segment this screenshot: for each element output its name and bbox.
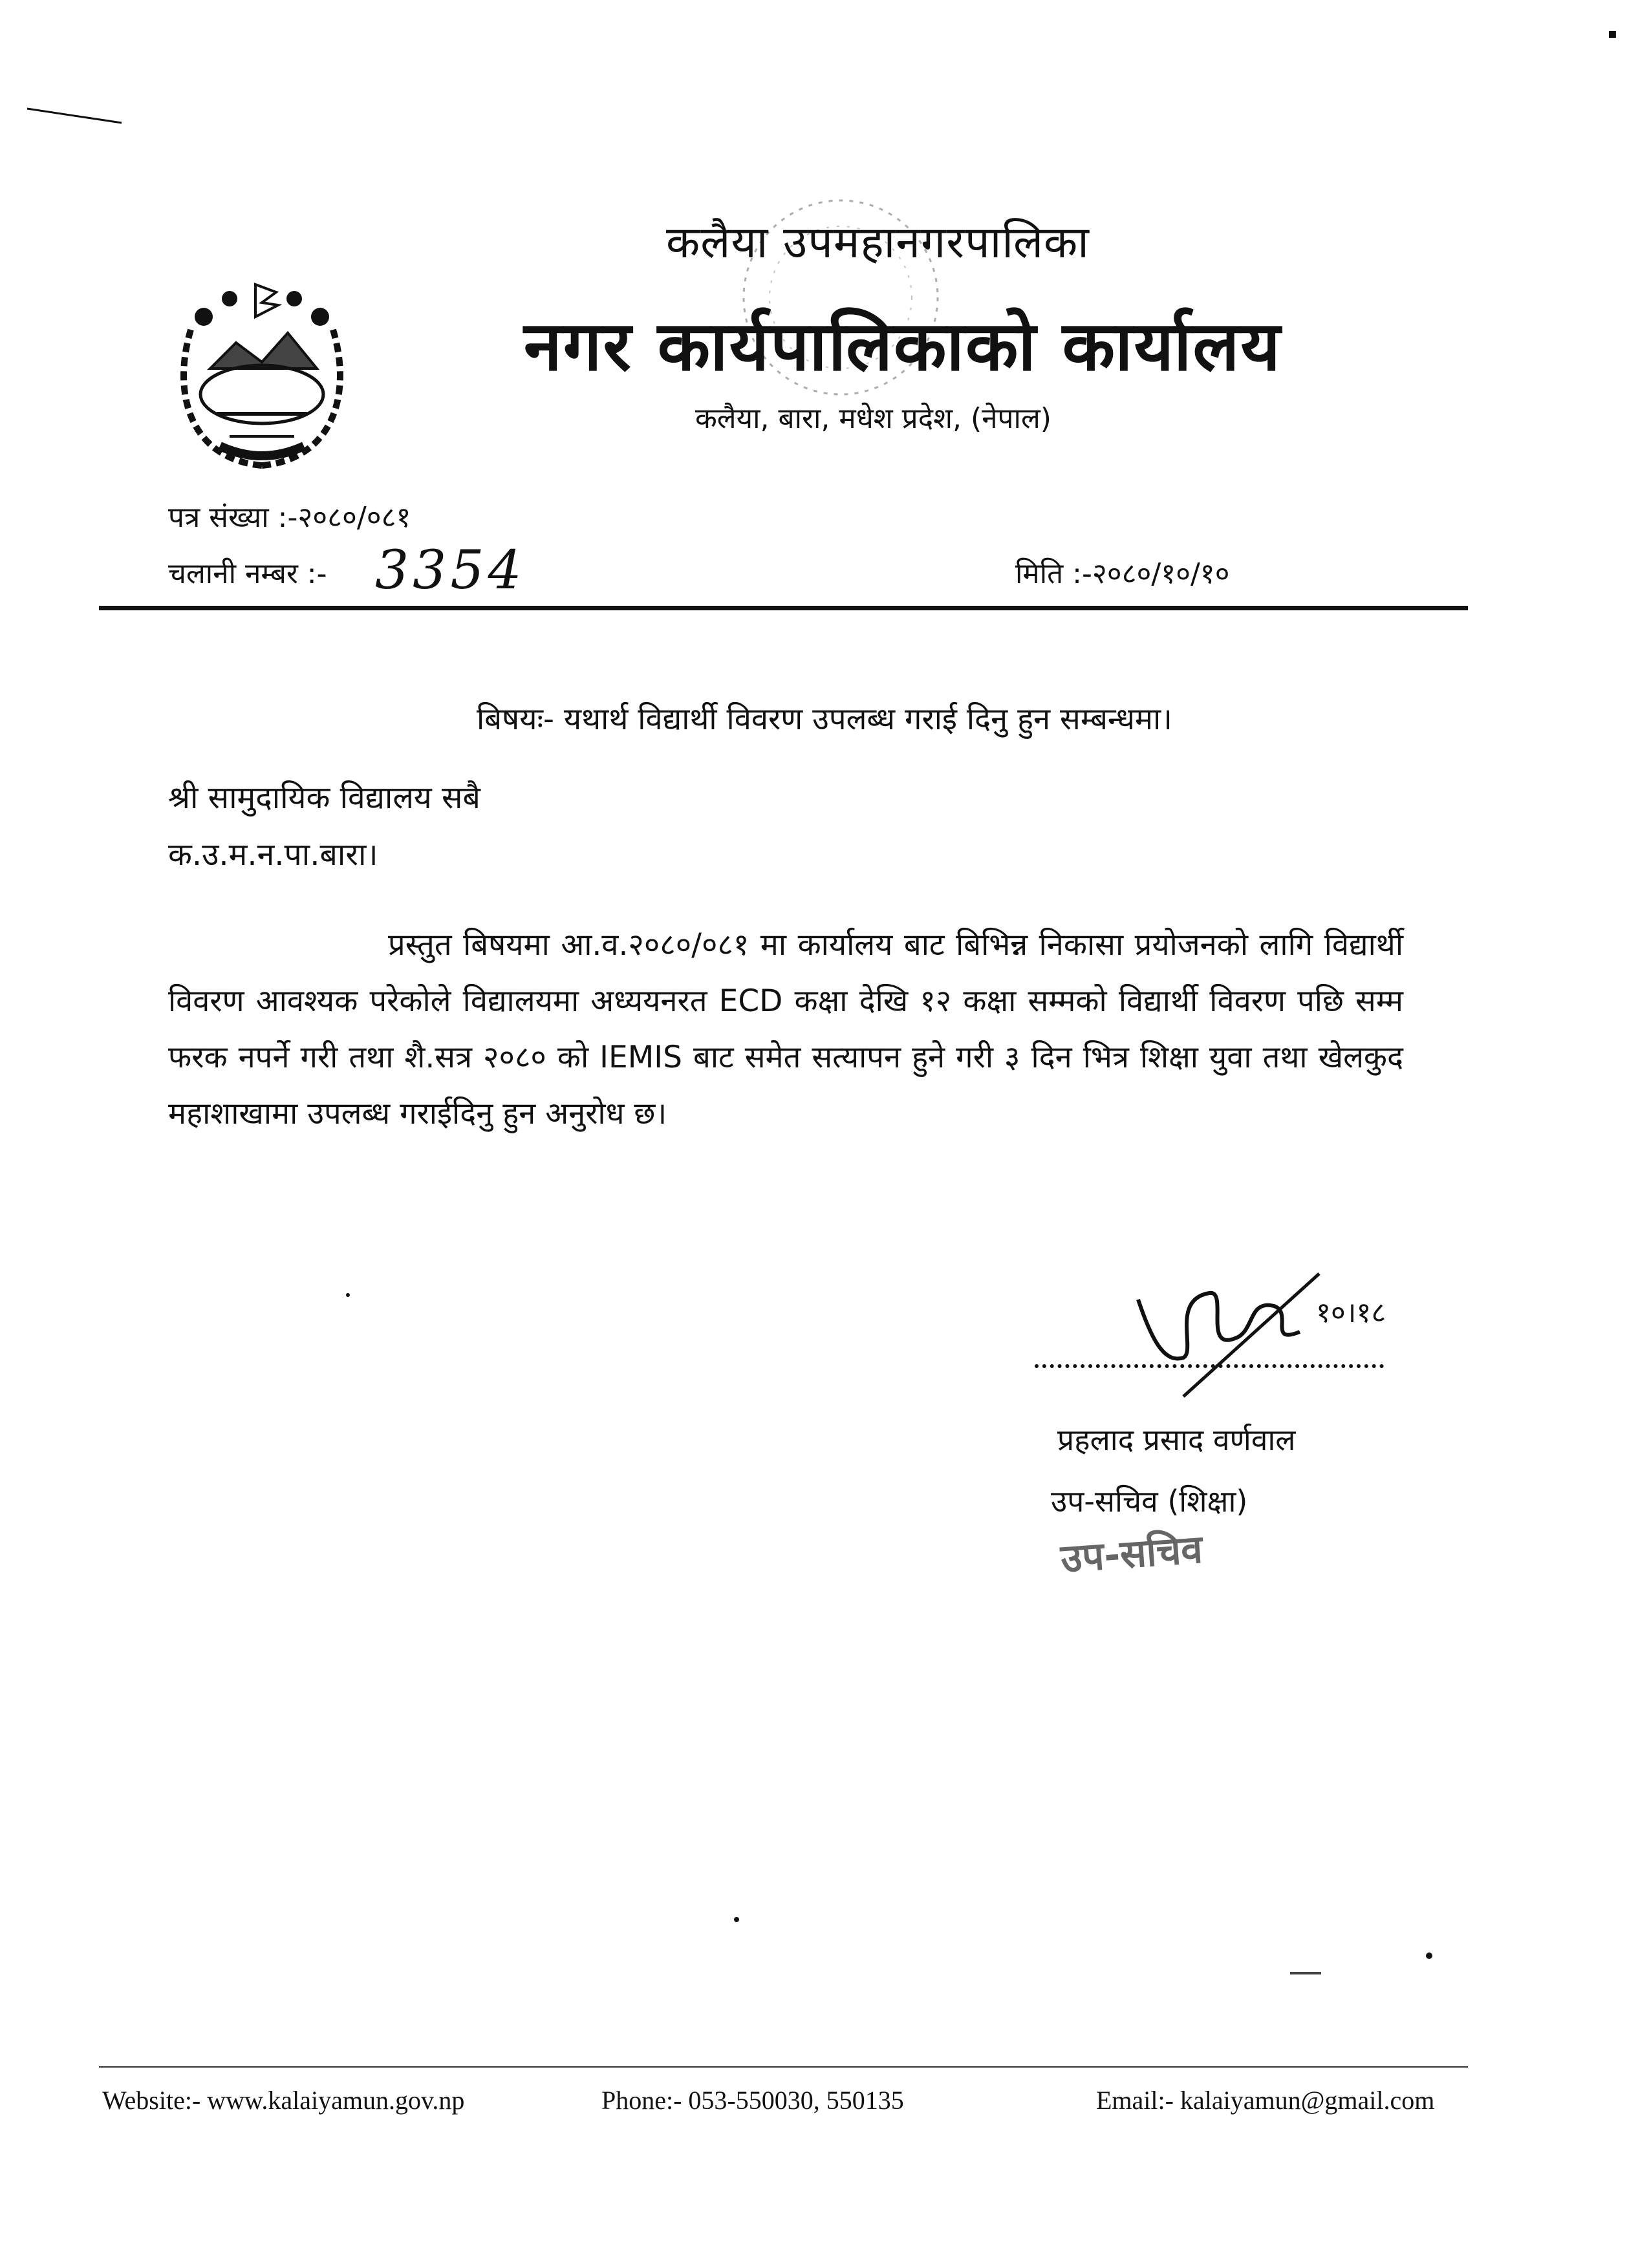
scan-mark [26, 103, 123, 129]
dispatch-number-label: चलानी नम्बर :- [168, 557, 327, 590]
office-title: नगर कार्यपालिकाको कार्यालय [524, 306, 1282, 386]
scan-speck [734, 1917, 739, 1922]
signature-date: १०।१८ [1316, 1296, 1386, 1329]
scan-speck [1426, 1952, 1432, 1959]
scan-speck [346, 1293, 350, 1297]
letter-body [168, 917, 1403, 1142]
letter-body-text: प्रस्तुत बिषयमा आ.व.२०८०/०८१ मा कार्यालय बाट बिभिन्न निकासा प्रयोजनको लागि विद्यार्थी विवरण आवश्यक परेकोले विद्यालयमा अध्ययनरत ECD कक्षा देखि १२ कक्षा सम्मको विद्यार्थी विवरण पछि सम्म फरक नपर्ने गरी तथा शै.सत्र २०८० को IEMIS बाट समेत सत्यापन हुने गरी ३ दिन भित्र शिक्षा युवा तथा खेलकुद महाशाखामा उपलब्ध गराईदिनु हुन अनुरोध छ। [168, 927, 1403, 1131]
dispatch-number-handwritten: 3354 [375, 540, 526, 601]
signatory-name: प्रहलाद प्रसाद वर्णवाल [1057, 1422, 1296, 1457]
header-divider [99, 606, 1468, 610]
government-emblem-icon [165, 272, 359, 485]
office-address: कलैया, बारा, मधेश प्रदेश, (नेपाल) [695, 402, 1051, 435]
signatory-title: उप-सचिव (शिक्षा) [1051, 1484, 1248, 1519]
handwritten-signature [1125, 1261, 1397, 1403]
footer-email: Email:- kalaiyamun@gmail.com [1096, 2086, 1435, 2115]
letter-number: पत्र संख्या :-२०८०/०८१ [168, 501, 411, 534]
footer-website: Website:- www.kalaiyamun.gov.np [102, 2086, 465, 2115]
designation-stamp: उप-सचिव [1059, 1526, 1204, 1582]
scan-dot: ▪ [1608, 26, 1617, 42]
letter-date: मिति :-२०८०/१०/१० [1015, 557, 1230, 590]
signature-dotted-line [1035, 1364, 1384, 1368]
footer-phone: Phone:- 053-550030, 550135 [601, 2086, 904, 2115]
scan-speck [1290, 1972, 1321, 1974]
municipality-name: कलैया उपमहानगरपालिका [666, 217, 1090, 268]
recipient-line-2: क.उ.म.न.पा.बारा। [168, 837, 378, 873]
footer-divider [99, 2066, 1468, 2068]
letter-subject: बिषयः- यथार्थ विद्यार्थी विवरण उपलब्ध गराई दिनु हुन सम्बन्धमा। [477, 701, 1172, 737]
recipient-line-1: श्री सामुदायिक विद्यालय सबै [168, 780, 480, 816]
